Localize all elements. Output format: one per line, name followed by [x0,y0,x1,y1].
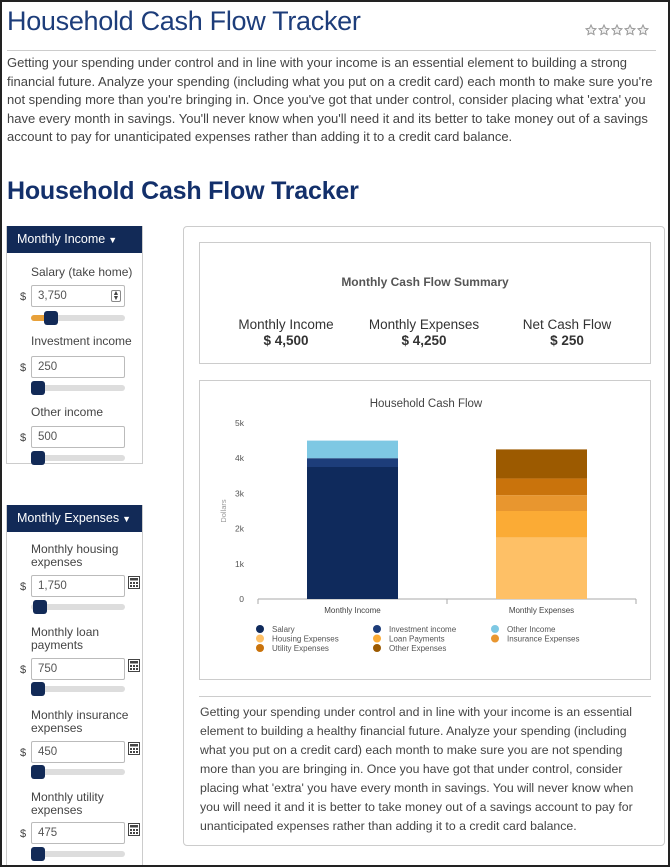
utility-expenses-slider[interactable] [31,851,125,857]
y-tick-label: 3k [235,488,244,499]
legend-label: Housing Expenses [272,634,339,644]
legend-label: Investment income [389,625,457,634]
housing-expenses-slider-thumb[interactable] [33,600,47,614]
summary-title: Monthly Cash Flow Summary [341,275,509,289]
star-icon[interactable] [636,23,649,36]
caret-down-icon: ▼ [122,514,132,524]
housing-expenses-slider[interactable] [31,604,125,610]
title-divider [7,50,656,51]
expenses-panel [6,505,143,867]
income-panel-toggle[interactable] [7,226,142,253]
summary-income-label: Monthly Income [238,317,334,332]
intro-paragraph: Getting your spending under control and in line with your income is an essential element to building a strong financial future. Analyze your spending (including what you put on a credit card) each month to make sure you're not spending more than you're bringing in. Once you've got that under control, consider placing what 'extra' you have every month in savings. You'll never know when you'll need it and its better to take money out of a savings account to pay for unanticipated expenses rather than adding it to a credit card balance. [7,55,653,145]
other-income-value: 500 [38,431,58,443]
results-card [183,226,665,846]
body-paragraph: Getting your spending under control and in line with your income is an essential element to building a healthy financial future. Analyze your spending (including what you put on a credit card) each month to make sure you are not spending more than you are bringing in. Once you have got that under control, consider placing what 'extra' you have every month in savings. You will never know when you will need it and it is better to take money out of a savings account to pay for unanticipated expenses rather than adding it to a credit card balance. [200,705,634,833]
y-tick-label: 4k [235,453,244,464]
other-income-input[interactable] [31,426,125,448]
summary-net-value: $ 250 [550,333,584,348]
bar-segment [307,441,398,459]
investment-income-input[interactable] [31,356,125,378]
currency-symbol: $ [20,291,27,303]
page-title: Household Cash Flow Tracker [7,6,361,36]
legend-marker [256,644,264,652]
legend-label: Salary [272,625,295,634]
summary-net-label: Net Cash Flow [522,317,612,332]
section-title: Household Cash Flow Tracker [7,177,359,205]
summary-expenses-value: $ 4,250 [401,333,447,348]
legend-label: Utility Expenses [272,644,329,653]
bar-segment [496,511,587,537]
cash-flow-chart [199,380,651,680]
investment-income-slider[interactable] [31,385,125,391]
expenses-panel-header: Monthly Expenses [17,511,120,525]
currency-symbol: $ [20,432,27,444]
income-panel [6,226,143,464]
utility-expenses-input[interactable] [31,822,125,844]
insurance-expenses-slider-thumb[interactable] [31,765,45,779]
income-panel-header: Monthly Income [17,232,106,246]
utility-expenses-slider-thumb[interactable] [31,847,45,861]
legend-marker [373,644,381,652]
bar-segment [496,478,587,495]
housing-expenses-label: Monthly housing expenses [31,542,119,569]
star-icon[interactable] [623,23,636,36]
x-tick-label: Monthly Income [324,606,381,615]
star-icon[interactable] [610,23,623,36]
y-axis-label: Dollars [219,499,228,523]
utility-expenses-value: 475 [38,827,58,839]
loan-payments-input[interactable] [31,658,125,680]
legend-label: Other Income [507,625,556,634]
loan-payments-slider[interactable] [31,686,125,692]
investment-income-slider-thumb[interactable] [31,381,45,395]
salary-slider[interactable] [31,315,125,321]
y-tick-label: 2k [235,523,244,534]
y-tick-label: 5k [235,418,244,428]
star-rating[interactable] [584,23,649,36]
chart-svg [200,381,652,681]
legend-marker [256,625,264,633]
housing-expenses-input[interactable] [31,575,125,597]
bar-segment [307,458,398,467]
loan-payments-slider-thumb[interactable] [31,682,45,696]
expenses-panel-toggle[interactable] [7,505,142,532]
investment-income-value: 250 [38,361,58,373]
currency-symbol: $ [20,664,27,676]
summary-income [216,317,356,348]
legend-marker [373,625,381,633]
salary-label: Salary (take home) [31,265,133,279]
calculator-icon[interactable] [128,659,140,672]
loan-payments-label: Monthly loan payments [31,625,100,652]
utility-expenses-label: Monthly utility expenses [31,790,104,817]
body-divider [199,696,651,697]
insurance-expenses-slider[interactable] [31,769,125,775]
summary-expenses [354,317,494,348]
insurance-expenses-label: Monthly insurance expenses [31,708,129,735]
star-icon[interactable] [584,23,597,36]
housing-expenses-value: 1,750 [38,580,67,592]
currency-symbol: $ [20,362,27,374]
legend-label: Other Expenses [389,644,447,653]
bar-segment [496,495,587,511]
spinner-icon[interactable]: ▲ ▼ [112,290,120,302]
bar-segment [496,537,587,599]
other-income-label: Other income [31,405,104,419]
other-income-slider[interactable] [31,455,125,461]
currency-symbol: $ [20,828,27,840]
x-tick-label: Monthly Expenses [508,606,575,615]
caret-down-icon: ▼ [108,235,118,245]
investment-income-label: Investment income [31,334,132,348]
insurance-expenses-input[interactable] [31,741,125,763]
calculator-icon[interactable] [128,576,140,589]
legend-label: Insurance Expenses [507,634,580,644]
bar-segment [496,449,587,478]
legend-marker [491,625,499,633]
summary-expenses-label: Monthly Expenses [368,317,480,332]
insurance-expenses-value: 450 [38,746,58,758]
y-tick-label: 1k [235,558,244,569]
cash-flow-summary [199,242,651,364]
calculator-icon[interactable] [128,823,140,836]
chart-title: Household Cash Flow [369,398,483,410]
currency-symbol: $ [20,747,27,759]
y-tick-label: 0 [239,594,244,604]
summary-income-value: $ 4,500 [263,333,309,348]
salary-value: 3,750 [38,290,67,302]
salary-slider-thumb[interactable] [44,311,58,325]
summary-net [497,317,637,348]
legend-marker [491,635,499,643]
star-icon[interactable] [597,23,610,36]
legend-label: Loan Payments [389,634,445,644]
currency-symbol: $ [20,581,27,593]
bar-segment [307,467,398,599]
legend-marker [373,635,381,643]
other-income-slider-thumb[interactable] [31,451,45,465]
calculator-icon[interactable] [128,742,140,755]
salary-input[interactable] [31,285,125,307]
loan-payments-value: 750 [38,663,58,675]
legend-marker [256,635,264,643]
